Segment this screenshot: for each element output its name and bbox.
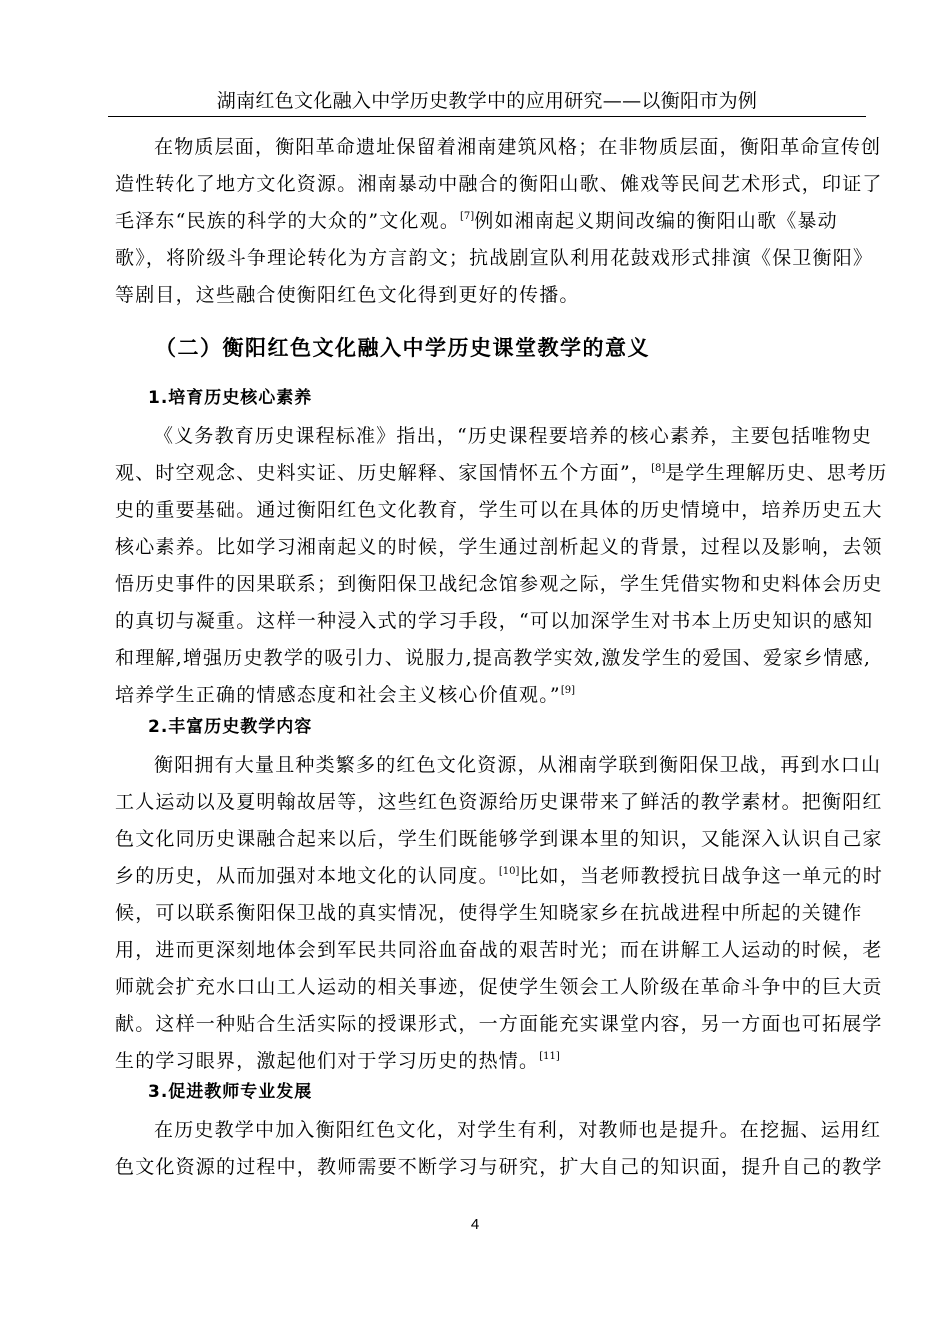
text-line: 《义务教育历史课程标准》指出，“历史课程要培养的核心素养，主要包括唯物史 [154, 425, 872, 447]
text-line: 的真切与凝重。这样一种浸入式的学习手段，“可以加深学生对书本上历史知识的感知 [115, 610, 874, 632]
section-title: （二）衡阳红色文化融入中学历史课堂教学的意义 [155, 336, 650, 360]
text-line: 工人运动以及夏明翰故居等，这些红色资源给历史课带来了鲜活的教学素材。把衡阳红 [115, 791, 883, 813]
text-line: 和理解,增强历史教学的吸引力、说服力,提高教学实效,激发学生的爱国、爱家乡情感, [115, 647, 872, 669]
paragraph-cultural-levels [115, 129, 883, 314]
paragraph-core-literacy [115, 418, 888, 714]
citation-8: [8] [651, 463, 666, 474]
text-line: 衡阳拥有大量且种类繁多的红色文化资源，从湘南学联到衡阳保卫战，再到水口山 [154, 754, 882, 776]
text-line: 色文化同历史课融合起来以后，学生们既能够学到课本里的知识，又能深入认识自己家 [115, 828, 883, 850]
text-segment: 是学生理解历史、思考历 [665, 462, 888, 484]
header-rule [108, 116, 866, 117]
citation-7: [7] [460, 211, 475, 222]
text-line: 悟历史事件的因果联系；到衡阳保卫战纪念馆参观之际，学生凭借实物和史料体会历史 [115, 573, 883, 595]
citation-11: [11] [539, 1051, 560, 1062]
paragraph-teacher-development [115, 1112, 883, 1186]
text-line [115, 203, 850, 240]
text-line: 在物质层面，衡阳革命遗址保留着湘南建筑风格；在非物质层面，衡阳革命宣传创 [154, 136, 882, 158]
text-segment: 乡的历史，从而加强对本地文化的认同度。 [115, 865, 499, 887]
text-line: 师就会扩充水口山工人运动的相关事迹，促使学生领会工人阶级在革命斗争中的巨大贡 [115, 976, 883, 998]
text-line: 在历史教学中加入衡阳红色文化，对学生有利，对教师也是提升。在挖掘、运用红 [154, 1119, 882, 1141]
text-line [115, 455, 888, 492]
text-segment: 生的学习眼界，激起他们对于学习历史的热情。 [115, 1050, 540, 1072]
text-segment: 培养学生正确的情感态度和社会主义核心价值观。” [115, 684, 561, 706]
text-segment: 毛泽东“民族的科学的大众的”文化观。 [115, 210, 461, 232]
text-line: 核心素养。比如学习湘南起义的时候，学生通过剖析起义的背景，过程以及影响，去领 [115, 536, 883, 558]
paragraph-teaching-content [115, 747, 883, 1080]
subsection-title-1: 1.培育历史核心素养 [148, 388, 313, 408]
subsection-title-2: 2.丰富历史教学内容 [148, 717, 313, 737]
text-line: 用，进而更深刻地体会到军民共同浴血奋战的艰苦时光；而在讲解工人运动的时候，老 [115, 939, 883, 961]
text-segment: 比如，当老师教授抗日战争这一单元的时 [519, 865, 883, 887]
text-line: 等剧目，这些融合使衡阳红色文化得到更好的传播。 [115, 284, 580, 306]
text-line: 造性转化了地方文化资源。湘南暴动中融合的衡阳山歌、傩戏等民间艺术形式，印证了 [115, 173, 883, 195]
citation-9: [9] [560, 685, 575, 696]
text-line: 歌》，将阶级斗争理论转化为方言韵文；抗战剧宣队利用花鼓戏形式排演《保卫衡阳》 [115, 247, 874, 269]
text-line [115, 677, 850, 714]
text-line: 色文化资源的过程中，教师需要不断学习与研究，扩大自己的知识面，提升自己的教学 [115, 1156, 883, 1178]
text-line: 史的重要基础。通过衡阳红色文化教育，学生可以在具体的历史情境中，培养历史五大 [115, 499, 883, 521]
citation-10: [10] [498, 866, 520, 877]
text-line: 候，可以联系衡阳保卫战的真实情况，使得学生知晓家乡在抗战进程中所起的关键作 [115, 902, 863, 924]
page-number: 4 [470, 1216, 480, 1233]
text-segment: 观、时空观念、史料实证、历史解释、家国情怀五个方面”， [115, 462, 652, 484]
text-line [115, 858, 883, 895]
running-header: 湖南红色文化融入中学历史教学中的应用研究——以衡阳市为例 [216, 90, 758, 112]
subsection-title-3: 3.促进教师专业发展 [148, 1082, 313, 1102]
text-segment: 例如湘南起义期间改编的衡阳山歌《暴动 [474, 210, 838, 232]
text-line: 献。这样一种贴合生活实际的授课形式，一方面能充实课堂内容，另一方面也可拓展学 [115, 1013, 883, 1035]
text-line [115, 1043, 850, 1080]
